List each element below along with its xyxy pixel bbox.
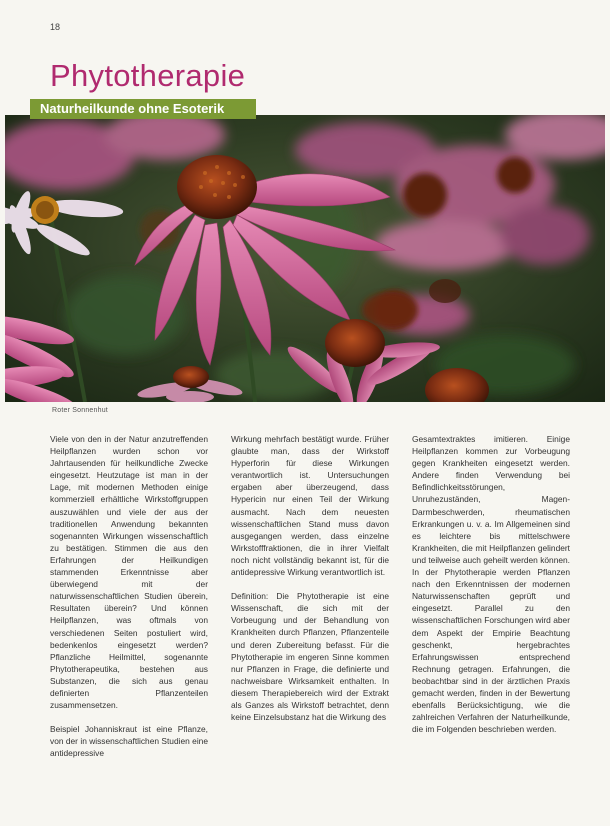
page-number: 18: [50, 22, 61, 32]
text-columns: [50, 433, 570, 808]
paragraph: Wirkung mehrfach bestätigt wurde. Früher glaubte man, dass der Wirkstoff Hyperforin für diese Wirkungen verantwortlich ist. Untersuchungen ergaben aber überzeugend, dass Hypericin nur einen Teil der Wirkung ausmacht. Nach dem neuesten wissenschaftlichen Stand muss davon ausgegangen werden, dass einzelne Wirkstofffraktionen, die in ihrer Vielfalt noch nicht vollständig bekannt ist, für die antidepressive Wirkung verantwortlich ist.: [231, 434, 389, 578]
photo: [5, 115, 605, 402]
paragraph: Gesamtextraktes imitieren. Einige Heilpflanzen kommen zur Vorbeugung gegen Krankheiten eingesetzt werden. Andere finden Verwendung bei Befindlichkeitsstörungen, Unruhezuständen, Magen-Darmbeschwerden, rheumatischen Erkrankungen u. v. a. Im Allgemeinen sind es leichtere bis mittelschwere Krankheiten, die mit Heilpflanzen gelindert und teilweise auch geheilt werden können. In der Phytotherapie werden Pflanzen nach den Erkenntnissen der modernen Naturwissenschaften geprüft und eingesetzt. Parallel zu den wissenschaftlichen Forschungen wird aber dem Aspekt der Empirie Beachtung geschenkt, hergebrachtes Erfahrungswissen entsprechend Rechnung getragen. Erfahrungen, die beobachtbar sind in der ärztlichen Praxis gemacht werden, finden in der Bewertung ebenfalls Berücksichtigung, wie die zahlreichen Verfahren der Naturheilkunde, die im Folgenden beschrieben werden.: [412, 434, 570, 735]
paragraph: Definition: Die Phytotherapie ist eine Wissenschaft, die sich mit der Vorbeugung und der Behandlung von Krankheiten durch Pflanzen, Pflanzenteile und deren Zubereitung befasst. Für die Phytotherapie im engeren Sinne kommen nur Pflanzen in Frage, die definierte und nachweisbare Wirksamkeit enthalten. In diesem Therapiebereich wird der Extrakt als Ganzes als Wirkstoff betrachtet, denn keine Einzelsubstanz hat die Wirkung des: [231, 591, 389, 723]
photo-caption: Roter Sonnenhut: [52, 407, 108, 414]
echinacea-photo: [5, 115, 605, 402]
column-1: [50, 433, 208, 808]
paragraph: Viele von den in der Natur anzutreffenden Heilpflanzen wurden schon vor Jahrtausenden für heilkundliche Zwecke eingesetzt. Heutzutage ist man in der Lage, mit modernen Methoden einige kommerziell erhältliche Wirkstoffgruppen auszuwählen und viele der aus der traditionellen Anwendung bekannten sogenannten Wirkungen wissenschaftlich zu bestätigen. Stimmen die aus den Erfahrungen der Heilkundigen stammenden Erkenntnisse aber überwiegend mit der naturwissenschaftlichen Studien überein, Resultaten überein? Und können Heilpflanzen, was oftmals von verschiedenen Seiten postuliert wird, bedenkenlos eingesetzt werden? Pflanzliche Heilmittel, sogenannte Phytotherapeutika, bestehen aus Substanzen, die sich aus genau definierten Pflanzenteilen zusammensetzen.: [50, 434, 208, 711]
paragraph: Beispiel Johanniskraut ist eine Pflanze, von der in wissenschaftlichen Studien eine antidepressive: [50, 724, 208, 759]
subtitle-band: Naturheilkunde ohne Esoterik: [30, 99, 256, 119]
column-3: [412, 433, 570, 808]
page-title: Phytotherapie: [50, 58, 246, 93]
column-2: [231, 433, 389, 808]
